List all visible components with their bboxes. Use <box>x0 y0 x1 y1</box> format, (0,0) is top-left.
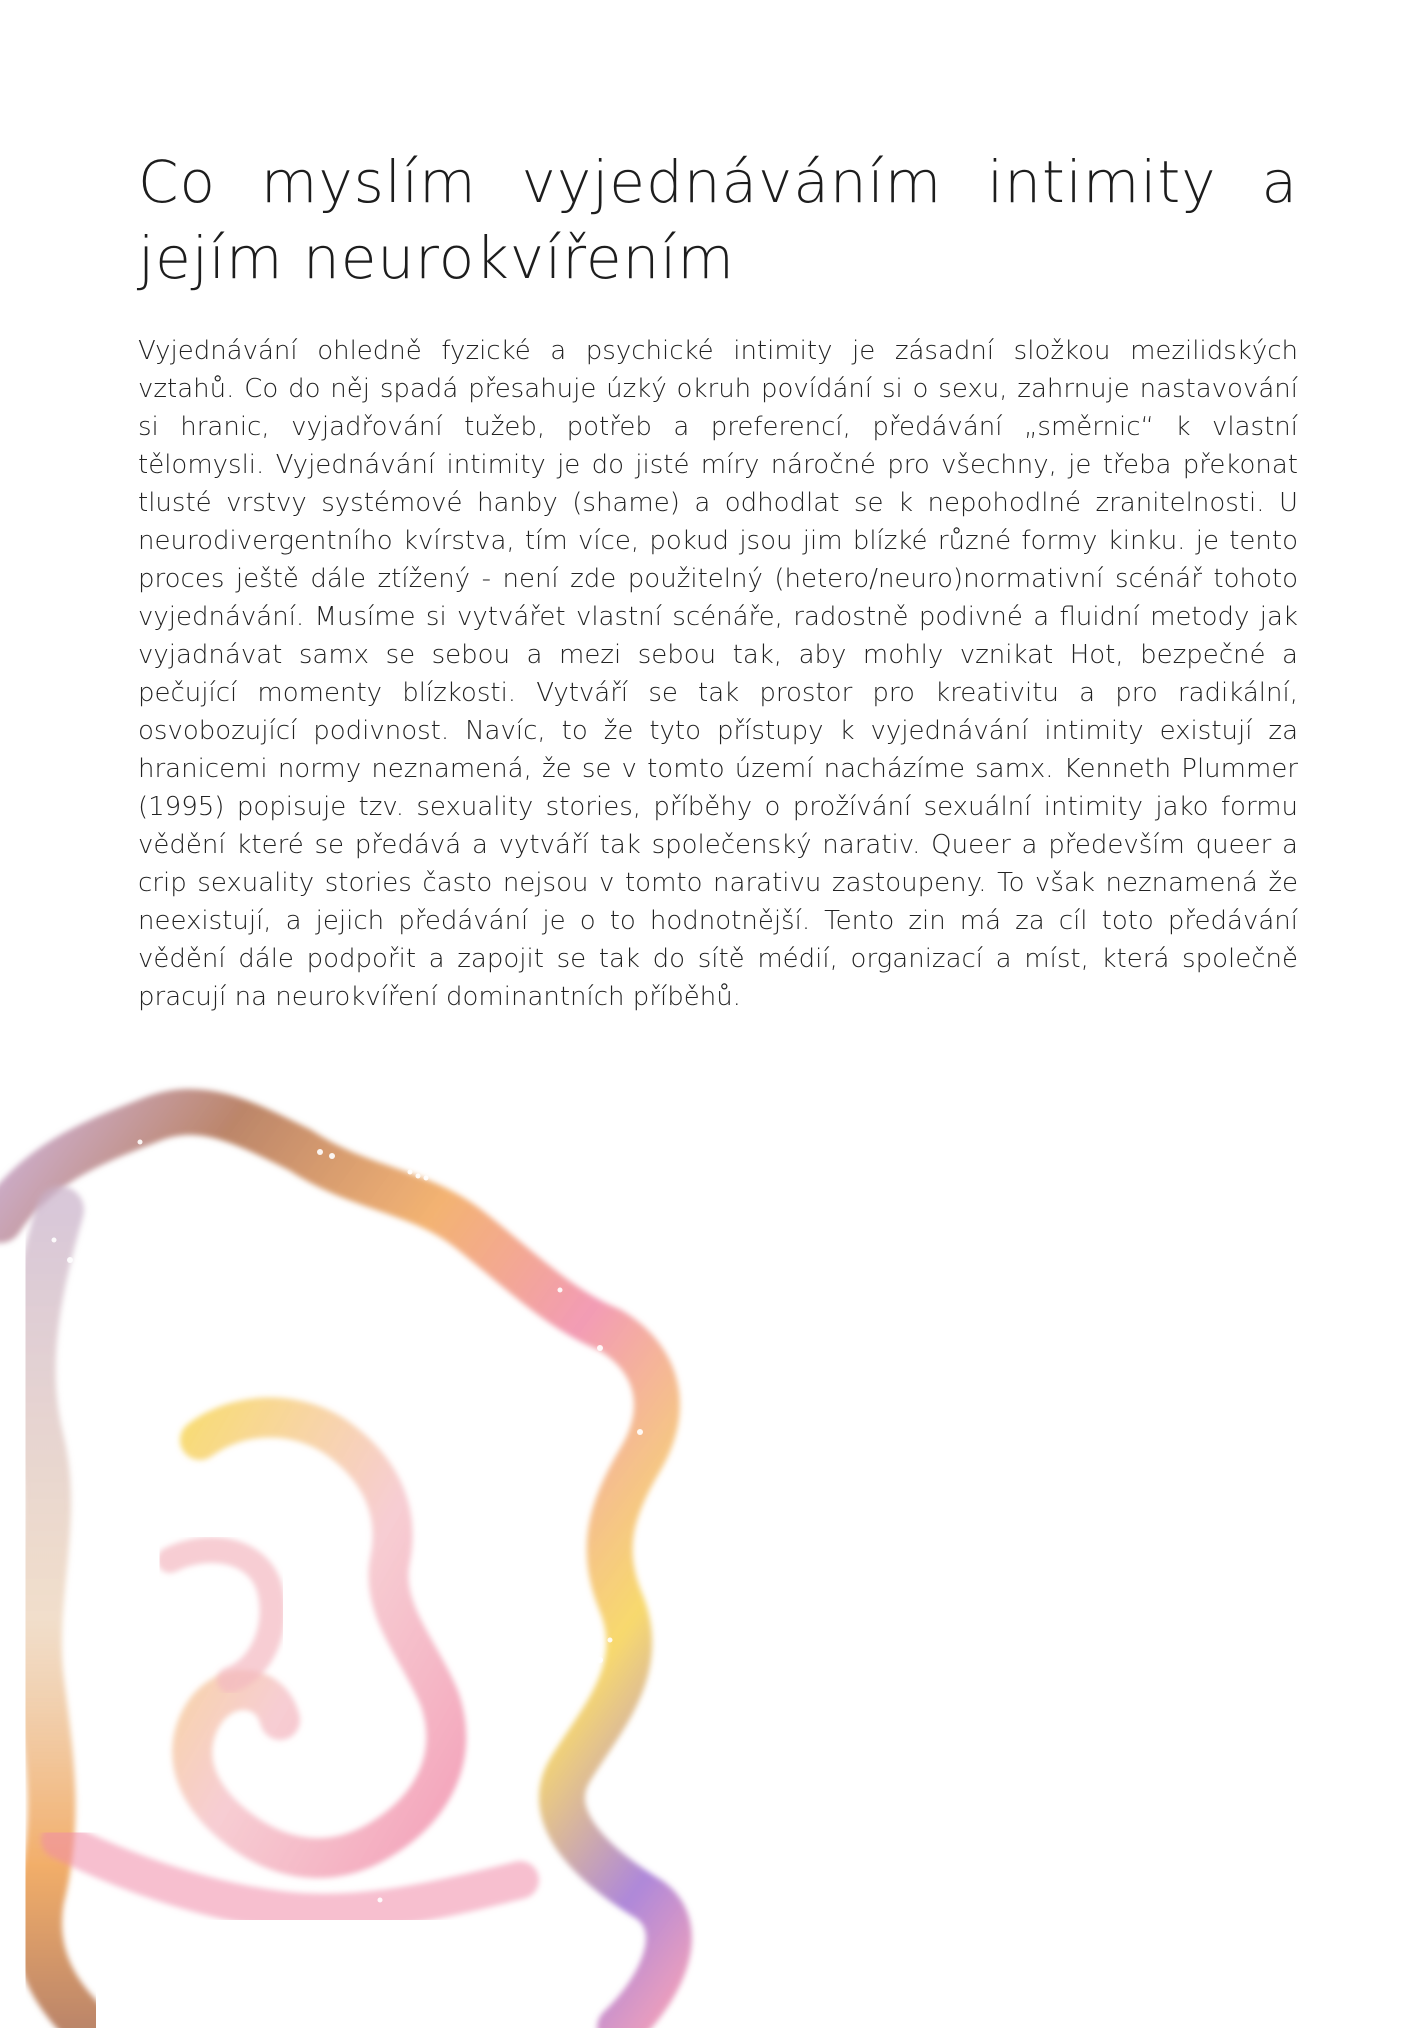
body-paragraph: Vyjednávání ohledně fyzické a psychické intimity je zásadní složkou mezilidských vztahů. Co do něj spadá přesahuje úzký okruh povídání si o sexu, zahrnuje nastavování si hranic, vyjadřování tužeb, potřeb a preferencí, předávání „směrnic“ k vlastní tělomysli. Vyjednávání intimity je do jisté míry náročné pro všechny, je třeba překonat tlusté vrstvy systémové hanby (shame) a odhodlat se k nepohodlné zranitelnosti. U neurodivergentního kvírstva, tím více, pokud jsou jim blízké různé formy kinku. je tento proces ještě dále ztížený - není zde použitelný (hetero/neuro)normativní scénář tohoto vyjednávání. Musíme si vytvářet vlastní scénáře, radostně podivné a fluidní metody jak vyjadnávat samx se sebou a mezi sebou tak, aby mohly vznikat Hot, bezpečné a pečující momenty blízkosti. Vytváří se tak prostor pro kreativitu a pro radikální, osvobozující podivnost. Navíc, to že tyto přístupy k vyjednávání intimity existují za hranicemi normy neznamená, že se v tomto území nacházíme samx. Kenneth Plummer (1995) popisuje tzv. sexuality stories, příběhy o prožívání sexuální intimity jako formu vědění které se předává a vytváří tak společenský narativ. Queer a především queer a crip sexuality stories často nejsou v tomto narativu zastoupeny. To však neznamená že neexistují, a jejich předávání je o to hodnotnější. Tento zin má za cíl toto předávání vědění dále podpořit a zapojit se tak do sítě médií, organizací a míst, která společně pracují na neurokvíření dominantních příběhů. <box>138 336 1298 1012</box>
swirl-illustration-icon <box>0 1080 700 2028</box>
page-title: Co myslím vyjednáváním intimity a jejím neurokvířením <box>138 148 1298 292</box>
